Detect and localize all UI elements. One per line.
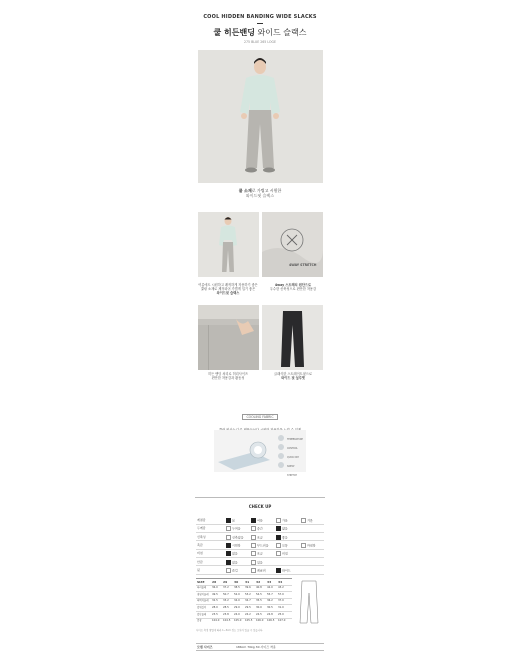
size-value-cell: 35.5: [256, 599, 262, 603]
feature-caption-1-line3: 와이드핏 슬랙스: [216, 291, 240, 295]
size-row-label: 밑위길이: [197, 605, 207, 609]
unchecked-box-icon: [251, 535, 256, 540]
size-value-cell: 32.5: [212, 599, 218, 603]
check-row-label: 촉감: [197, 542, 203, 547]
checkup-title: CHECK UP: [248, 504, 272, 509]
model-size-label: 모델 사이즈: [197, 645, 213, 649]
check-option-text: 두꺼움: [232, 526, 241, 531]
unchecked-box-icon: [276, 518, 281, 523]
checked-box-icon: [226, 543, 231, 548]
check-option: [226, 560, 238, 565]
stretch-label: 4WAY STRETCH: [289, 263, 317, 267]
check-row-divider: [196, 565, 324, 566]
unchecked-box-icon: [251, 526, 256, 531]
check-option: [251, 535, 263, 540]
unchecked-box-icon: [301, 518, 306, 523]
size-value-cell: 37.0: [278, 599, 284, 603]
size-value-cell: 29.0: [234, 605, 240, 609]
check-option-text: 부드러움: [257, 543, 269, 548]
feature-caption-3: [192, 372, 264, 380]
cooling-badge: COOLING FABRIC: [242, 414, 277, 420]
waistband-illustration: [198, 305, 259, 370]
cooling-label-sweat: SWEAT: [287, 465, 295, 468]
size-value-cell: 50.7: [223, 592, 229, 596]
size-value-cell: 55.7: [267, 592, 273, 596]
check-option-text: 얇음: [282, 526, 288, 531]
check-option: [301, 543, 316, 548]
size-value-cell: 40.8: [256, 586, 262, 590]
check-row-label: 신축성: [197, 534, 206, 539]
size-value-cell: 37.2: [223, 586, 229, 590]
size-value-cell: 49.5: [212, 592, 218, 596]
check-option-text: 있음: [257, 560, 263, 564]
check-option-text: 겨울: [307, 518, 313, 523]
check-row-label: 두께감: [197, 526, 206, 531]
size-value-cell: 106.5: [267, 619, 275, 623]
check-option-text: 와이드: [282, 568, 291, 573]
size-header-cell: 31: [245, 579, 250, 584]
feature-caption-2-line1: 4way 스트레치 원단으로: [274, 283, 312, 287]
size-value-cell: 31.0: [278, 605, 284, 609]
hero-caption: [0, 188, 520, 198]
feature-caption-3-line2: 편안한 착용감과 활동성: [211, 376, 245, 380]
size-row-divider: [196, 611, 292, 612]
check-option: [276, 526, 288, 531]
size-value-cell: 34.7: [245, 599, 251, 603]
cooling-label-temperature: TEMPERATURE CONTROL: [287, 438, 303, 450]
size-value-cell: 54.5: [256, 592, 262, 596]
size-value-cell: 107.0: [278, 619, 286, 623]
feature-photo-waistband: [198, 305, 259, 370]
check-option: [226, 568, 238, 573]
size-value-cell: 34.0: [234, 599, 240, 603]
feature-model-illustration: [198, 212, 259, 277]
checkup-top-divider: [195, 497, 325, 498]
stretch-fabric-illustration: [262, 212, 323, 277]
size-value-cell: 33.2: [223, 599, 229, 603]
check-row-label: 핏: [197, 567, 200, 572]
size-note: 사이즈 측정 방법에 따라 1~3cm 정도 오차가 있을 수 있습니다.: [196, 629, 264, 632]
check-option-text: 봄: [232, 518, 235, 523]
checked-box-icon: [276, 535, 281, 540]
size-value-cell: 52.0: [234, 592, 240, 596]
size-value-cell: 105.0: [234, 619, 242, 623]
cooling-label-quick-dry: QUICK DRY: [287, 456, 300, 459]
size-header-cell: 34: [278, 579, 283, 584]
size-header-cell: 30: [234, 579, 239, 584]
size-value-cell: 104.5: [223, 619, 231, 623]
check-option-text: 조금: [257, 535, 263, 540]
checked-box-icon: [276, 568, 281, 573]
check-option-text: 신축없음: [232, 535, 244, 540]
hero-photo: [198, 50, 323, 183]
header: [0, 14, 520, 44]
check-option: [276, 543, 288, 548]
size-value-cell: 36.0: [212, 586, 218, 590]
check-option: [276, 518, 288, 523]
size-header-cell: 28: [212, 579, 217, 584]
check-option: [251, 543, 269, 548]
check-row-divider: [196, 574, 324, 575]
unchecked-box-icon: [276, 551, 281, 556]
check-option-text: 없음: [232, 560, 238, 564]
unchecked-box-icon: [226, 568, 231, 573]
check-option-text: 시원함: [232, 543, 241, 548]
size-value-cell: 28.0: [212, 605, 218, 609]
size-header-cell: 32: [256, 579, 261, 584]
unchecked-box-icon: [226, 535, 231, 540]
size-row-divider: [196, 604, 292, 605]
check-row-divider: [196, 532, 324, 533]
hero-caption-line2: 와이드핏 슬랙스: [245, 193, 275, 198]
check-option: [226, 543, 241, 548]
pants-measure-diagram: [296, 579, 322, 625]
size-value-cell: 24.8: [267, 612, 273, 616]
size-row-label: 허리둘레: [197, 586, 207, 590]
size-value-cell: 105.5: [245, 619, 253, 623]
unchecked-box-icon: [276, 543, 281, 548]
feature-caption-4-line1: 클래식한 스트레이트핏으로: [274, 372, 312, 376]
unchecked-box-icon: [251, 560, 256, 565]
check-option-text: 비침: [282, 551, 288, 556]
check-option: [251, 526, 263, 531]
size-row-label: 밑단둘레: [197, 612, 207, 616]
size-value-cell: 30.0: [256, 605, 262, 609]
check-option-text: 가을: [282, 518, 288, 523]
check-row-divider: [196, 524, 324, 525]
product-subtitle: 275 BLUE 265 LOGE: [243, 40, 276, 44]
size-value-cell: 30.5: [267, 605, 273, 609]
unchecked-box-icon: [226, 526, 231, 531]
checked-box-icon: [276, 526, 281, 531]
check-option-text: 없음: [232, 551, 238, 556]
pants-outline: [300, 581, 318, 623]
feature-caption-1: [192, 283, 264, 295]
size-table-top-line: [196, 578, 292, 579]
size-row-divider: [196, 591, 292, 592]
size-header-cell: SIZE: [197, 579, 205, 584]
size-value-cell: 104.0: [212, 619, 220, 623]
hero-caption-rest: 로 가볍고 시원한: [251, 188, 282, 193]
hero-caption-bold: 쿨 소재: [238, 188, 252, 193]
size-value-cell: 23.5: [212, 612, 218, 616]
feature-caption-1-line1: 여름에도 시원하고 쾌적하게 착용하기 좋은: [198, 283, 258, 287]
check-option-text: 레귤러: [257, 568, 266, 573]
model-size-row: [196, 643, 324, 651]
check-option: [276, 551, 288, 556]
checkup-attributes-table: [196, 516, 324, 575]
check-option: [276, 535, 288, 540]
size-header-cell: 33: [267, 579, 272, 584]
check-option: [226, 526, 241, 531]
check-option: [251, 551, 263, 556]
feature-photo-model: [198, 212, 259, 277]
check-option: [226, 551, 238, 556]
feature-caption-2: [258, 283, 328, 291]
product-kor-title-rest: 와이드 슬랙스: [257, 28, 307, 37]
checked-box-icon: [226, 560, 231, 565]
feature-caption-3-line1: 히든 밴딩 처리로 허리사이즈: [208, 372, 248, 376]
size-row-label: 엉덩이둘레: [197, 592, 209, 596]
check-option: [251, 560, 263, 565]
size-value-cell: 106.0: [256, 619, 264, 623]
unchecked-box-icon: [251, 568, 256, 573]
check-option-text: 좋음: [282, 535, 288, 540]
check-row-label: 비침: [197, 551, 203, 556]
check-row-divider: [196, 557, 324, 558]
size-value-cell: 25.0: [278, 612, 284, 616]
size-row-label: 허벅지둘레: [197, 599, 209, 603]
cooling-label-stretch: STRETCH: [287, 474, 298, 477]
size-value-cell: 53.2: [245, 592, 251, 596]
size-value-cell: 43.2: [278, 586, 284, 590]
check-option-text: 까칠함: [307, 543, 316, 548]
check-row-divider: [196, 540, 324, 541]
feature-photo-black-pants: [262, 305, 323, 370]
check-row-divider: [196, 549, 324, 550]
check-option: [276, 568, 291, 573]
hero-model-illustration: [198, 50, 323, 183]
size-header-cell: 29: [223, 579, 228, 584]
size-value-cell: 29.5: [245, 605, 251, 609]
check-row-label: 안감: [197, 559, 203, 564]
feature-caption-4: [258, 372, 328, 380]
check-option-text: 여름: [257, 518, 263, 523]
checked-box-icon: [226, 518, 231, 523]
size-value-cell: 24.5: [256, 612, 262, 616]
size-value-cell: 38.5: [234, 586, 240, 590]
check-option: [301, 518, 313, 523]
checked-box-icon: [251, 518, 256, 523]
feature-caption-4-line2: 와이드 핏 실루엣: [281, 376, 305, 380]
size-value-cell: 23.8: [223, 612, 229, 616]
checked-box-icon: [226, 551, 231, 556]
unchecked-box-icon: [251, 551, 256, 556]
product-kor-title: [0, 28, 520, 38]
check-option: [251, 518, 263, 523]
black-pants-illustration: [262, 305, 323, 370]
check-option-text: 중간: [257, 526, 263, 531]
size-value-cell: 24.0: [234, 612, 240, 616]
size-value-cell: 42.0: [267, 586, 273, 590]
check-option: [226, 535, 244, 540]
size-table: [196, 578, 324, 626]
model-size-value: 186cm 70kg 30 사이즈 착용: [236, 645, 276, 649]
feature-caption-1-line2: 쿨링 소재로 제작되어 가볍게 입기 좋은: [200, 287, 256, 291]
size-value-cell: 36.2: [267, 599, 273, 603]
size-value-cell: 24.2: [245, 612, 251, 616]
header-divider: [257, 23, 263, 24]
size-value-cell: 57.0: [278, 592, 284, 596]
check-option: [226, 518, 235, 523]
size-row-label: 총장: [197, 619, 202, 623]
unchecked-box-icon: [251, 543, 256, 548]
product-eng-title: COOL HIDDEN BANDING WIDE SLACKS: [203, 14, 317, 20]
check-option-text: 슬림: [232, 568, 238, 573]
check-row-label: 계절감: [197, 518, 206, 522]
check-option-text: 보통: [282, 543, 288, 548]
size-value-cell: 39.6: [245, 586, 251, 590]
check-option-text: 조금: [257, 551, 263, 556]
check-option: [251, 568, 266, 573]
feature-caption-2-line2: 우수한 신축성으로 편안한 착용감: [269, 287, 317, 291]
size-value-cell: 28.5: [223, 605, 229, 609]
unchecked-box-icon: [301, 543, 306, 548]
cooling-fabric-graphic: [214, 430, 306, 477]
product-kor-title-bold: 쿨 히든밴딩: [213, 28, 255, 37]
feature-photo-stretch: [262, 212, 323, 277]
cooling-labels: [287, 435, 306, 480]
